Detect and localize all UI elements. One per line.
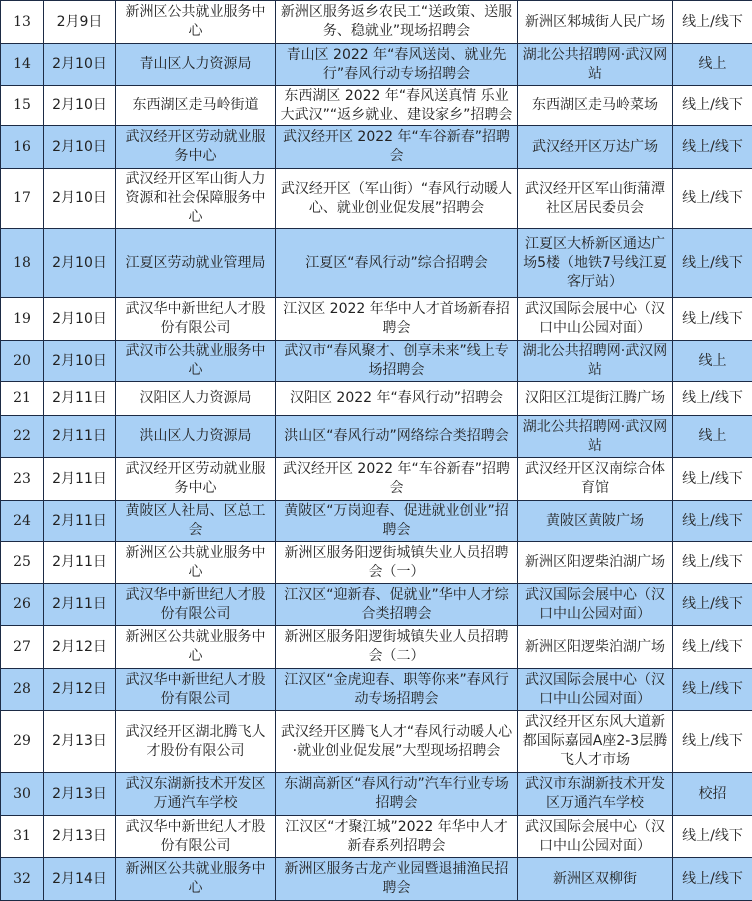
date-cell: 2月12日 bbox=[44, 626, 116, 669]
date-cell: 2月10日 bbox=[44, 341, 116, 382]
event-cell: 洪山区“春风行动”网络综合类招聘会 bbox=[276, 416, 518, 458]
date-cell: 2月11日 bbox=[44, 501, 116, 542]
row-number: 30 bbox=[1, 773, 44, 816]
event-cell: 新洲区服务返乡农民工“送政策、送服务、稳就业”现场招聘会 bbox=[276, 1, 518, 44]
organizer-cell: 武汉华中新世纪人才股份有限公司 bbox=[116, 584, 276, 626]
table-row bbox=[1, 382, 752, 416]
table-row bbox=[1, 501, 752, 542]
table-row bbox=[1, 773, 752, 816]
organizer-cell: 武汉市公共就业服务中心 bbox=[116, 341, 276, 382]
organizer-cell: 新洲区公共就业服务中心 bbox=[116, 542, 276, 584]
organizer-cell: 武汉东湖新技术开发区万通汽车学校 bbox=[116, 773, 276, 816]
event-cell: 汉阳区 2022 年“春风行动”招聘会 bbox=[276, 382, 518, 416]
table-row bbox=[1, 542, 752, 584]
location-cell: 新洲区阳逻柴泊湖广场 bbox=[518, 626, 673, 669]
date-cell: 2月13日 bbox=[44, 773, 116, 816]
event-cell: 江夏区“春风行动”综合招聘会 bbox=[276, 229, 518, 298]
location-cell: 武汉市东湖新技术开发区万通汽车学校 bbox=[518, 773, 673, 816]
location-cell: 江夏区大桥新区通达广场5楼（地铁7号线江夏客厅站） bbox=[518, 229, 673, 298]
location-cell: 武汉经开区东风大道新都国际嘉园A座2-3层腾飞人才市场 bbox=[518, 711, 673, 773]
event-cell: 新洲区服务阳逻街城镇失业人员招聘会（一） bbox=[276, 542, 518, 584]
event-cell: 江汉区“才聚江城”2022 年华中人才新春系列招聘会 bbox=[276, 816, 518, 858]
organizer-cell: 武汉经开区劳动就业服务中心 bbox=[116, 126, 276, 169]
event-cell: 江汉区“迎新春、促就业”华中人才综合类招聘会 bbox=[276, 584, 518, 626]
date-cell: 2月13日 bbox=[44, 816, 116, 858]
date-cell: 2月11日 bbox=[44, 584, 116, 626]
row-number: 16 bbox=[1, 126, 44, 169]
table-row bbox=[1, 86, 752, 126]
mode-cell: 线上/线下 bbox=[673, 382, 752, 416]
location-cell: 湖北公共招聘网·武汉网站 bbox=[518, 341, 673, 382]
organizer-cell: 江夏区劳动就业管理局 bbox=[116, 229, 276, 298]
row-number: 23 bbox=[1, 458, 44, 501]
location-cell: 汉阳区江堤街江腾广场 bbox=[518, 382, 673, 416]
table-row bbox=[1, 669, 752, 711]
location-cell: 武汉国际会展中心（汉口中山公园对面） bbox=[518, 669, 673, 711]
event-cell: 东湖高新区“春风行动”汽车行业专场招聘会 bbox=[276, 773, 518, 816]
location-cell: 东西湖区走马岭菜场 bbox=[518, 86, 673, 126]
location-cell: 武汉经开区万达广场 bbox=[518, 126, 673, 169]
event-cell: 武汉经开区 2022 年“车谷新春”招聘会 bbox=[276, 126, 518, 169]
event-cell: 武汉经开区 2022 年“车谷新春”招聘会 bbox=[276, 458, 518, 501]
organizer-cell: 东西湖区走马岭街道 bbox=[116, 86, 276, 126]
date-cell: 2月10日 bbox=[44, 298, 116, 341]
location-cell: 新洲区阳逻柴泊湖广场 bbox=[518, 542, 673, 584]
event-cell: 黄陂区“万岗迎春、促进就业创业”招聘会 bbox=[276, 501, 518, 542]
mode-cell: 线上/线下 bbox=[673, 501, 752, 542]
organizer-cell: 武汉华中新世纪人才股份有限公司 bbox=[116, 816, 276, 858]
table-body bbox=[1, 1, 752, 901]
table-row bbox=[1, 1, 752, 44]
mode-cell: 线上/线下 bbox=[673, 229, 752, 298]
organizer-cell: 武汉华中新世纪人才股份有限公司 bbox=[116, 298, 276, 341]
table-row bbox=[1, 458, 752, 501]
date-cell: 2月10日 bbox=[44, 126, 116, 169]
row-number: 17 bbox=[1, 169, 44, 229]
location-cell: 武汉经开区军山街蒲潭社区居民委员会 bbox=[518, 169, 673, 229]
event-cell: 新洲区服务古龙产业园暨退捕渔民招聘会 bbox=[276, 858, 518, 901]
organizer-cell: 青山区人力资源局 bbox=[116, 44, 276, 86]
date-cell: 2月13日 bbox=[44, 711, 116, 773]
event-cell: 青山区 2022 年“春风送岗、就业先行”春风行动专场招聘会 bbox=[276, 44, 518, 86]
row-number: 14 bbox=[1, 44, 44, 86]
row-number: 22 bbox=[1, 416, 44, 458]
date-cell: 2月10日 bbox=[44, 86, 116, 126]
mode-cell: 线上/线下 bbox=[673, 458, 752, 501]
mode-cell: 线上/线下 bbox=[673, 584, 752, 626]
event-cell: 武汉市“春风聚才、创享未来”线上专场招聘会 bbox=[276, 341, 518, 382]
mode-cell: 线上/线下 bbox=[673, 858, 752, 901]
mode-cell: 线上 bbox=[673, 44, 752, 86]
mode-cell: 线上/线下 bbox=[673, 169, 752, 229]
date-cell: 2月9日 bbox=[44, 1, 116, 44]
event-cell: 新洲区服务阳逻街城镇失业人员招聘会（二） bbox=[276, 626, 518, 669]
location-cell: 新洲区邾城街人民广场 bbox=[518, 1, 673, 44]
row-number: 31 bbox=[1, 816, 44, 858]
row-number: 27 bbox=[1, 626, 44, 669]
date-cell: 2月10日 bbox=[44, 169, 116, 229]
mode-cell: 线上 bbox=[673, 341, 752, 382]
organizer-cell: 武汉经开区劳动就业服务中心 bbox=[116, 458, 276, 501]
mode-cell: 线上/线下 bbox=[673, 542, 752, 584]
table-row bbox=[1, 44, 752, 86]
table-row bbox=[1, 416, 752, 458]
location-cell: 武汉国际会展中心（汉口中山公园对面） bbox=[518, 298, 673, 341]
row-number: 15 bbox=[1, 86, 44, 126]
mode-cell: 线上/线下 bbox=[673, 1, 752, 44]
date-cell: 2月11日 bbox=[44, 416, 116, 458]
date-cell: 2月14日 bbox=[44, 858, 116, 901]
table-row bbox=[1, 584, 752, 626]
organizer-cell: 武汉经开区湖北腾飞人才股份有限公司 bbox=[116, 711, 276, 773]
organizer-cell: 新洲区公共就业服务中心 bbox=[116, 626, 276, 669]
mode-cell: 线上/线下 bbox=[673, 669, 752, 711]
row-number: 13 bbox=[1, 1, 44, 44]
mode-cell: 线上/线下 bbox=[673, 816, 752, 858]
mode-cell: 线上 bbox=[673, 416, 752, 458]
location-cell: 湖北公共招聘网·武汉网站 bbox=[518, 44, 673, 86]
table-row bbox=[1, 858, 752, 901]
mode-cell: 线上/线下 bbox=[673, 298, 752, 341]
row-number: 29 bbox=[1, 711, 44, 773]
mode-cell: 校招 bbox=[673, 773, 752, 816]
event-cell: 东西湖区 2022 年“春风送真情 乐业大武汉”“返乡就业、建设家乡”招聘会 bbox=[276, 86, 518, 126]
table-row bbox=[1, 169, 752, 229]
event-cell: 江汉区“金虎迎春、职等你来”春风行动专场招聘会 bbox=[276, 669, 518, 711]
organizer-cell: 新洲区公共就业服务中心 bbox=[116, 1, 276, 44]
location-cell: 黄陂区黄陂广场 bbox=[518, 501, 673, 542]
mode-cell: 线上/线下 bbox=[673, 711, 752, 773]
row-number: 21 bbox=[1, 382, 44, 416]
location-cell: 武汉国际会展中心（汉口中山公园对面） bbox=[518, 816, 673, 858]
date-cell: 2月12日 bbox=[44, 669, 116, 711]
organizer-cell: 武汉华中新世纪人才股份有限公司 bbox=[116, 669, 276, 711]
date-cell: 2月11日 bbox=[44, 382, 116, 416]
row-number: 20 bbox=[1, 341, 44, 382]
mode-cell: 线上/线下 bbox=[673, 626, 752, 669]
date-cell: 2月11日 bbox=[44, 542, 116, 584]
location-cell: 武汉经开区汉南综合体育馆 bbox=[518, 458, 673, 501]
row-number: 18 bbox=[1, 229, 44, 298]
date-cell: 2月10日 bbox=[44, 44, 116, 86]
table-row bbox=[1, 229, 752, 298]
date-cell: 2月10日 bbox=[44, 229, 116, 298]
table-row bbox=[1, 816, 752, 858]
row-number: 24 bbox=[1, 501, 44, 542]
table-row bbox=[1, 711, 752, 773]
organizer-cell: 汉阳区人力资源局 bbox=[116, 382, 276, 416]
row-number: 25 bbox=[1, 542, 44, 584]
row-number: 32 bbox=[1, 858, 44, 901]
event-cell: 武汉经开区腾飞人才“春风行动暖人心·就业创业促发展”大型现场招聘会 bbox=[276, 711, 518, 773]
row-number: 26 bbox=[1, 584, 44, 626]
table-row bbox=[1, 341, 752, 382]
location-cell: 湖北公共招聘网·武汉网站 bbox=[518, 416, 673, 458]
organizer-cell: 洪山区人力资源局 bbox=[116, 416, 276, 458]
row-number: 19 bbox=[1, 298, 44, 341]
event-cell: 武汉经开区（军山街）“春风行动暖人心、就业创业促发展”招聘会 bbox=[276, 169, 518, 229]
event-cell: 江汉区 2022 年华中人才首场新春招聘会 bbox=[276, 298, 518, 341]
organizer-cell: 新洲区公共就业服务中心 bbox=[116, 858, 276, 901]
row-number: 28 bbox=[1, 669, 44, 711]
date-cell: 2月11日 bbox=[44, 458, 116, 501]
mode-cell: 线上/线下 bbox=[673, 126, 752, 169]
table-row bbox=[1, 298, 752, 341]
table-row bbox=[1, 126, 752, 169]
location-cell: 新洲区双柳街 bbox=[518, 858, 673, 901]
table-row bbox=[1, 626, 752, 669]
organizer-cell: 武汉经开区军山街人力资源和社会保障服务中心 bbox=[116, 169, 276, 229]
location-cell: 武汉国际会展中心（汉口中山公园对面） bbox=[518, 584, 673, 626]
organizer-cell: 黄陂区人社局、区总工会 bbox=[116, 501, 276, 542]
mode-cell: 线上/线下 bbox=[673, 86, 752, 126]
